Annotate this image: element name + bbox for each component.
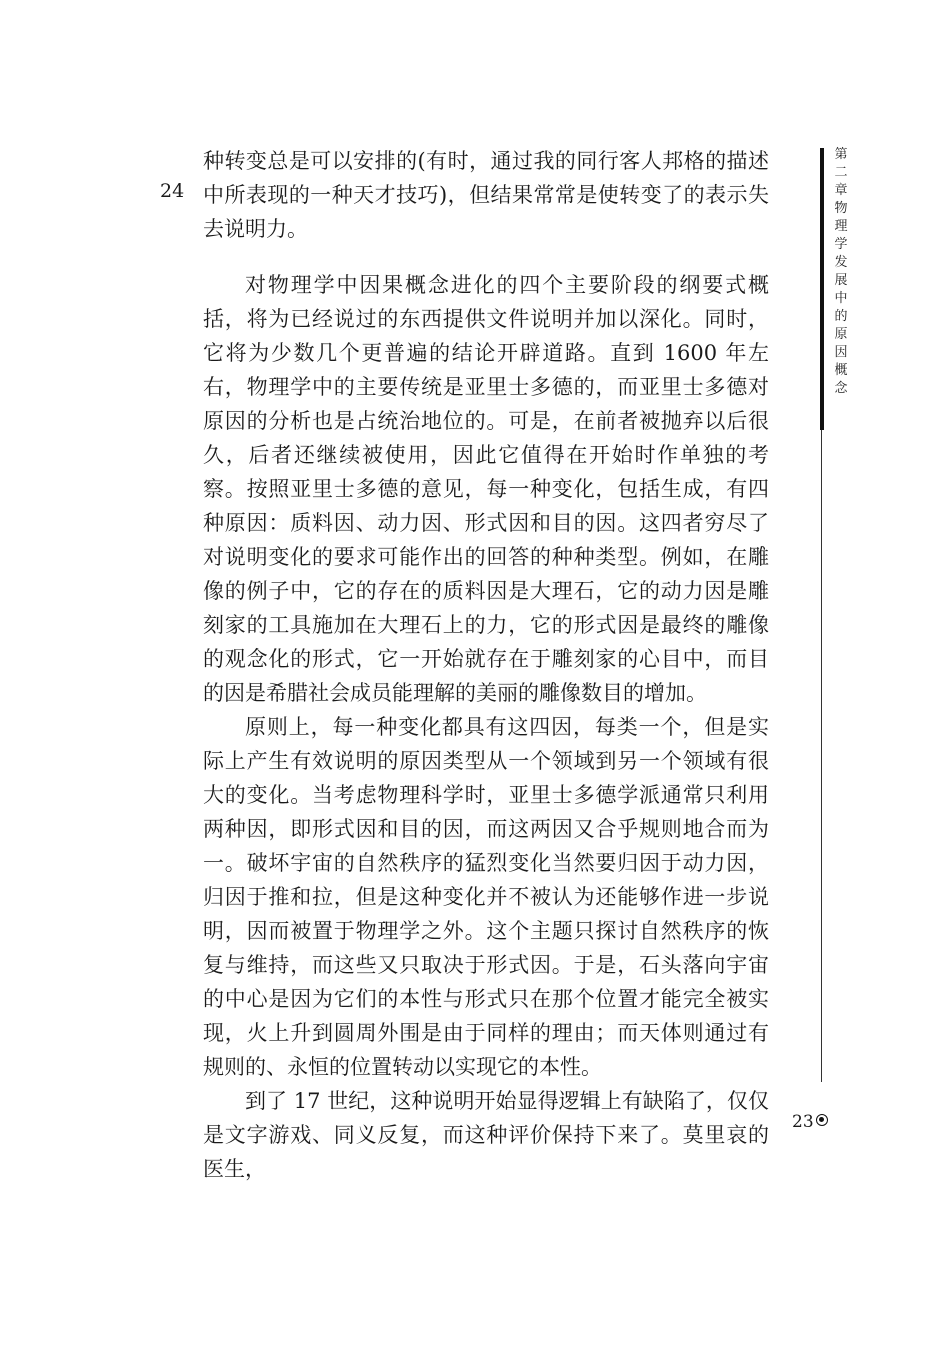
chapter-title-char: 展 [834, 273, 848, 288]
chapter-title-char: 第 [834, 147, 848, 162]
chapter-tab-bar [820, 148, 824, 430]
main-text [203, 268, 769, 1186]
chapter-title-char: 理 [834, 219, 848, 234]
chapter-title-char: 原 [834, 327, 848, 342]
chapter-title-char: 物 [834, 201, 848, 216]
margin-rule-line [821, 430, 822, 1082]
running-chapter-title [832, 146, 850, 398]
chapter-title-char: 念 [834, 381, 848, 396]
paragraph-continued: 种转变总是可以安排的(有时，通过我的同行客人邦格的描述中所表现的一种天才技巧)，但结果常常是使转变了的表示失去说明力。 [203, 149, 769, 241]
page-number: 23 [792, 1112, 814, 1132]
margin-page-reference: 24 [160, 180, 185, 202]
chapter-title-char: 学 [834, 237, 848, 252]
chapter-title-char: 的 [834, 309, 848, 324]
chapter-title-char: 章 [834, 183, 848, 198]
chapter-title-char: 因 [834, 345, 848, 360]
paragraph-four-causes-principle: 原则上，每一种变化都具有这四因，每类一个，但是实际上产生有效说明的原因类型从一个领域到另一个领域有很大的变化。当考虑物理科学时，亚里士多德学派通常只利用两种因，即形式因和目的因，而这两因又合乎规则地合而为一。破坏宇宙的自然秩序的猛烈变化当然要归因于动力因，归因于推和拉，但是这种变化并不被认为还能够作进一步说明，因而被置于物理学之外。这个主题只探讨自然秩序的恢复与维持，而这些又只取决于形式因。于是，石头落向宇宙的中心是因为它们的本性与形式只在那个位置才能完全被实现，火上升到圆周外围是由于同样的理由；而天体则通过有规则的、永恒的位置转动以实现它的本性。 [203, 715, 769, 1079]
paragraph-aristotle-causes: 对物理学中因果概念进化的四个主要阶段的纲要式概括，将为已经说过的东西提供文件说明并加以深化。同时，它将为少数几个更普遍的结论开辟道路。直到 1600 年左右，物理学中的主要传统是亚里士多德的，而亚里士多德对原因的分析也是占统治地位的。可是，在前者被抛弃以后很久，后者还继续被使用，因此它值得在开始时作单独的考察。按照亚里士多德的意见，每一种变化，包括生成，有四种原因：质料因、动力因、形式因和目的因。这四者穷尽了对说明变化的要求可能作出的回答的种种类型。例如，在雕像的例子中，它的存在的质料因是大理石，它的动力因是雕刻家的工具施加在大理石上的力，它的形式因是最终的雕像的观念化的形式，它一开始就存在于雕刻家的心目中，而目的因是希腊社会成员能理解的美丽的雕像数目的增加。 [203, 273, 769, 705]
chapter-title-char: 概 [834, 363, 848, 378]
chapter-title-char: 中 [834, 291, 848, 306]
chapter-title-char: 二 [834, 165, 848, 180]
continued-text [203, 144, 769, 246]
chapter-title-char: 发 [834, 255, 848, 270]
paragraph-17th-century: 到了 17 世纪，这种说明开始显得逻辑上有缺陷了，仅仅是文字游戏、同义反复，而这种评价保持下来了。莫里哀的医生， [203, 1089, 769, 1181]
bullseye-icon [816, 1114, 828, 1126]
